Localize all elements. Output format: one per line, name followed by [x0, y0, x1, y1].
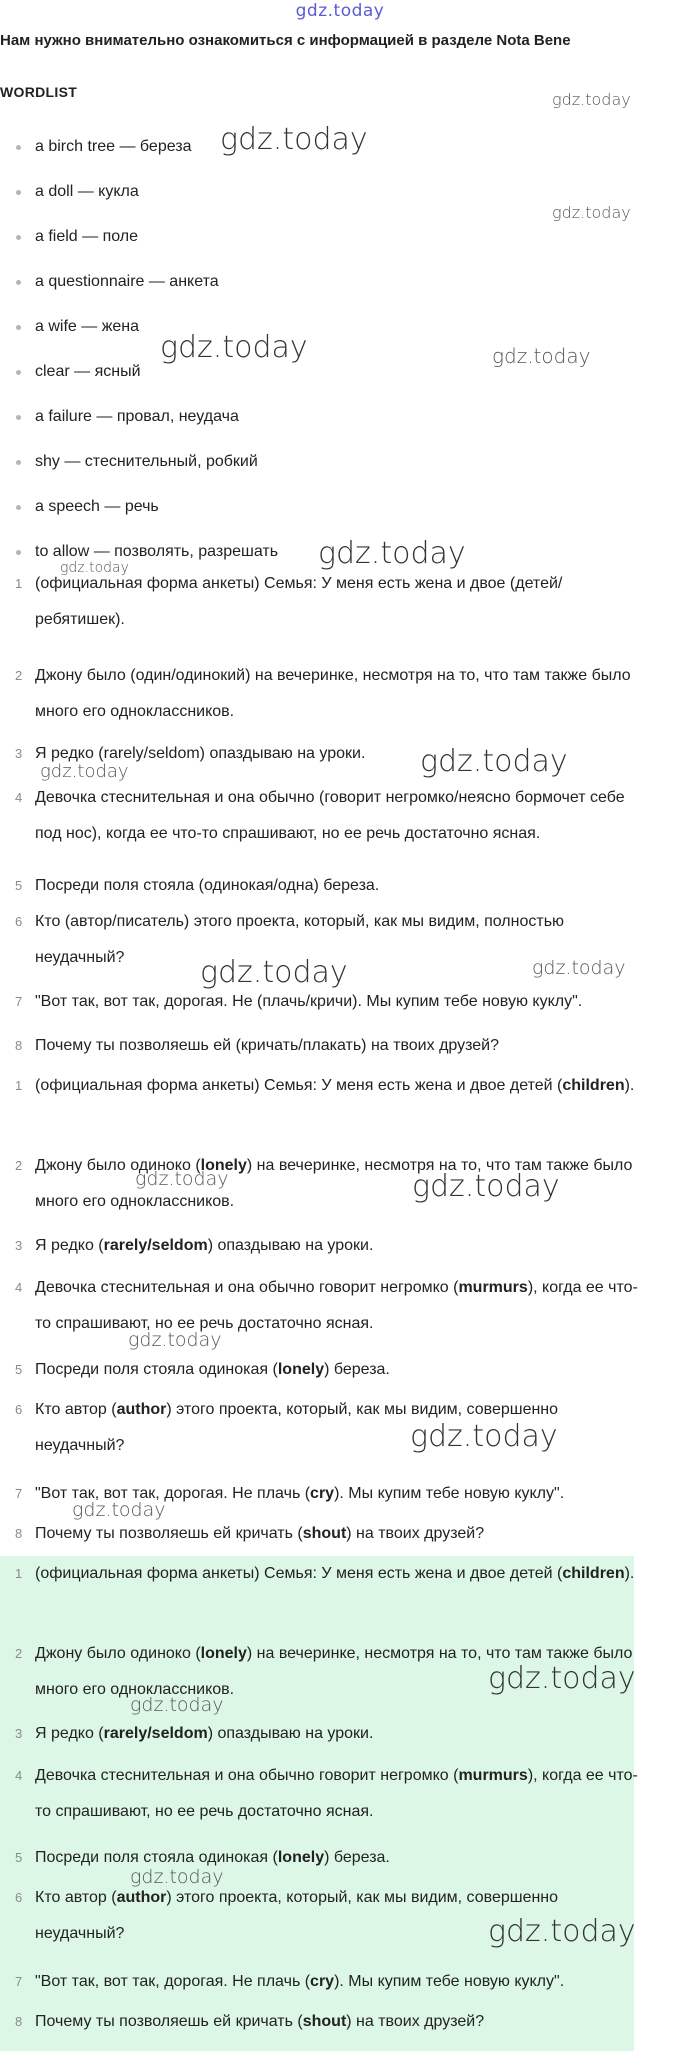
watermark: gdz.today	[220, 122, 368, 157]
answer-word: shout	[302, 1525, 347, 1542]
answer-word: lonely	[277, 1361, 325, 1378]
sentence-number: 8	[15, 1526, 23, 1541]
watermark: gdz.today	[128, 1329, 222, 1351]
sentence-number: 5	[15, 1850, 23, 1865]
wordlist-item: a speech — речь	[0, 484, 680, 529]
numbered-sentence	[0, 1716, 645, 1752]
wordlist-item: clear — ясный	[0, 349, 680, 394]
watermark: gdz.today	[552, 90, 631, 109]
numbered-sentence	[0, 1352, 645, 1388]
answer-word: children	[562, 1077, 625, 1094]
sentence-number: 4	[15, 1768, 23, 1783]
sentence-text: Посреди поля стояла (одинокая/одна) береза.	[35, 877, 380, 894]
sentence-number: 8	[15, 2014, 23, 2029]
sentence-number: 5	[15, 1362, 23, 1377]
sentence-number: 5	[15, 878, 23, 893]
numbered-sentence	[0, 1840, 645, 1876]
numbered-sentence	[0, 1758, 645, 1830]
sentence-number: 2	[15, 668, 23, 683]
page-heading: Нам нужно внимательно ознакомиться с информацией в разделе Nota Bene	[0, 32, 571, 49]
sentence-number: 3	[15, 746, 23, 761]
sentence-text: (официальная форма анкеты) Семья: У меня есть жена и двое детей (children).	[35, 1077, 635, 1094]
sentence-text: Посреди поля стояла одинокая (lonely) береза.	[35, 1849, 390, 1866]
site-logo: gdz.today	[295, 1, 385, 21]
sentence-text: Я редко (rarely/seldom) опаздываю на уроки.	[35, 1237, 374, 1254]
answer-word: shout	[302, 2013, 347, 2030]
sentence-text: Девочка стеснительная и она обычно говорит негромко (murmurs), когда ее что-то спрашивают, но ее речь достаточно ясная.	[35, 1767, 638, 1820]
wordlist-item: a failure — провал, неудача	[0, 394, 680, 439]
sentence-number: 2	[15, 1646, 23, 1661]
sentence-text: "Вот так, вот так, дорогая. Не (плачь/кричи). Мы купим тебе новую куклу".	[35, 993, 583, 1010]
numbered-sentence	[0, 1028, 645, 1064]
watermark: gdz.today	[72, 1499, 166, 1521]
watermark: gdz.today	[532, 957, 626, 979]
sentence-text: Кто автор (author) этого проекта, который, как мы видим, совершенно неудачный?	[35, 1401, 559, 1454]
watermark: gdz.today	[488, 1661, 636, 1696]
sentence-number: 1	[15, 576, 23, 591]
watermark: gdz.today	[412, 1169, 560, 1204]
sentence-number: 1	[15, 1566, 23, 1581]
numbered-sentence	[0, 1228, 645, 1264]
sentence-number: 4	[15, 790, 23, 805]
watermark: gdz.today	[200, 955, 348, 990]
translation-section	[0, 566, 680, 1068]
numbered-sentence	[0, 780, 645, 852]
answer-word: rarely/seldom	[103, 1725, 208, 1742]
wordlist-item: a wife — жена	[0, 304, 680, 349]
answer-word: cry	[310, 1973, 335, 1990]
answer-word: cry	[310, 1485, 335, 1502]
wordlist-title: WORDLIST	[0, 84, 78, 100]
numbered-sentence	[0, 1270, 645, 1342]
answer-word: children	[562, 1565, 625, 1582]
answer-word: rarely/seldom	[103, 1237, 208, 1254]
sentence-text: Я редко (rarely/seldom) опаздываю на уроки.	[35, 1725, 374, 1742]
watermark: gdz.today	[40, 761, 129, 782]
sentence-text: (официальная форма анкеты) Семья: У меня есть жена и двое (детей/ ребятишек).	[35, 575, 563, 628]
answers-section	[0, 1068, 680, 1556]
sentence-text: Посреди поля стояла одинокая (lonely) береза.	[35, 1361, 390, 1378]
sentence-text: Кто автор (author) этого проекта, который, как мы видим, совершенно неудачный?	[35, 1889, 559, 1942]
watermark: gdz.today	[492, 344, 591, 368]
answer-word: lonely	[200, 1645, 247, 1662]
sentence-text: Я редко (rarely/seldom) опаздываю на уроки.	[35, 745, 366, 762]
answer-word: author	[116, 1889, 167, 1906]
answer-word: lonely	[277, 1849, 325, 1866]
numbered-sentence	[0, 2004, 645, 2040]
answers-section-highlighted	[0, 1556, 638, 2051]
sentence-number: 6	[15, 1402, 23, 1417]
numbered-sentence	[0, 1516, 645, 1552]
answer-word: lonely	[200, 1157, 247, 1174]
sentence-number: 3	[15, 1238, 23, 1253]
sentence-text: Джону было одиноко (lonely) на вечеринке, несмотря на то, что там также было много его одноклассников.	[35, 1645, 633, 1698]
answer-word: author	[116, 1401, 167, 1418]
sentence-number: 3	[15, 1726, 23, 1741]
numbered-sentence	[0, 1068, 645, 1104]
sentence-text: "Вот так, вот так, дорогая. Не плачь (cry). Мы купим тебе новую куклу".	[35, 1973, 565, 1990]
sentence-text: "Вот так, вот так, дорогая. Не плачь (cry). Мы купим тебе новую куклу".	[35, 1485, 565, 1502]
answer-word: murmurs	[458, 1767, 528, 1784]
sentence-number: 1	[15, 1078, 23, 1093]
sentence-number: 7	[15, 1974, 23, 1989]
sentence-text: Девочка стеснительная и она обычно (говорит негромко/неясно бормочет себе под нос), когда ее что-то спрашивают, но ее речь достаточно ясная.	[35, 789, 625, 842]
numbered-sentence	[0, 868, 645, 904]
numbered-sentence	[0, 658, 645, 730]
watermark: gdz.today	[318, 536, 466, 571]
watermark: gdz.today	[135, 1168, 229, 1190]
wordlist-item: a birch tree — береза	[0, 124, 680, 169]
watermark: gdz.today	[130, 1866, 224, 1888]
sentence-number: 6	[15, 1890, 23, 1905]
wordlist-item: to allow — позволять, разрешать	[0, 529, 680, 574]
watermark: gdz.today	[552, 203, 631, 222]
wordlist-item: a questionnaire — анкета	[0, 259, 680, 304]
sentence-text: Девочка стеснительная и она обычно говорит негромко (murmurs), когда ее что-то спрашивают, но ее речь достаточно ясная.	[35, 1279, 638, 1332]
answer-word: murmurs	[458, 1279, 528, 1296]
watermark: gdz.today	[488, 1914, 636, 1949]
sentence-number: 4	[15, 1280, 23, 1295]
watermark: gdz.today	[410, 1419, 558, 1454]
watermark: gdz.today	[60, 560, 129, 576]
wordlist-item: a field — поле	[0, 214, 680, 259]
numbered-sentence	[0, 566, 645, 638]
sentence-text: Кто (автор/писатель) этого проекта, который, как мы видим, полностью неудачный?	[35, 913, 565, 966]
watermark: gdz.today	[420, 744, 568, 779]
sentence-text: Джону было (один/одинокий) на вечеринке, несмотря на то, что там также было много его одноклассников.	[35, 667, 631, 720]
sentence-text: Почему ты позволяешь ей кричать (shout) на твоих друзей?	[35, 2013, 485, 2030]
numbered-sentence	[0, 1556, 645, 1592]
sentence-number: 7	[15, 1486, 23, 1501]
watermark: gdz.today	[160, 330, 308, 365]
numbered-sentence	[0, 1964, 645, 2000]
watermark: gdz.today	[130, 1694, 224, 1716]
sentence-number: 6	[15, 914, 23, 929]
sentence-text: Почему ты позволяешь ей кричать (shout) на твоих друзей?	[35, 1525, 485, 1542]
sentence-text: Джону было одиноко (lonely) на вечеринке, несмотря на то, что там также было много его одноклассников.	[35, 1157, 633, 1210]
sentence-text: (официальная форма анкеты) Семья: У меня есть жена и двое детей (children).	[35, 1565, 635, 1582]
wordlist-item: shy — стеснительный, робкий	[0, 439, 680, 484]
sentence-number: 2	[15, 1158, 23, 1173]
sentence-number: 8	[15, 1038, 23, 1053]
sentence-text: Почему ты позволяешь ей (кричать/плакать) на твоих друзей?	[35, 1037, 500, 1054]
wordlist-item: a doll — кукла	[0, 169, 680, 214]
sentence-number: 7	[15, 994, 23, 1009]
